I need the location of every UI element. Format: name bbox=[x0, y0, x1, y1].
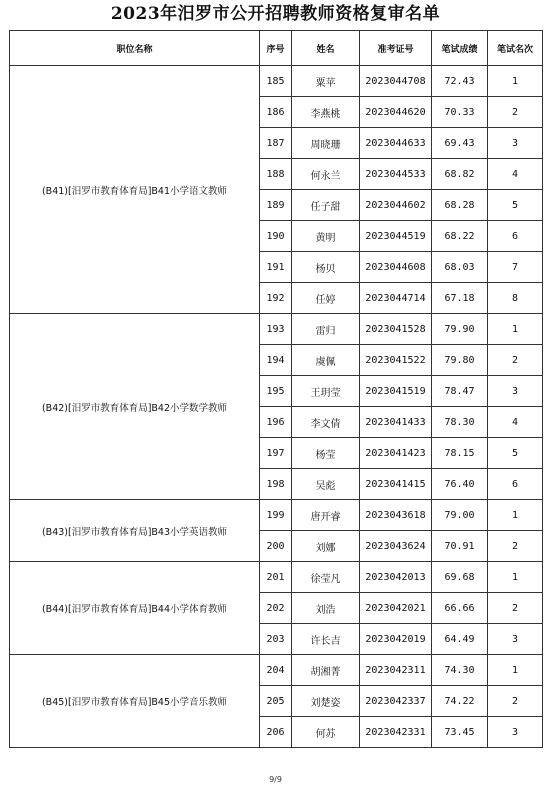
cell-rank: 3 bbox=[488, 128, 543, 159]
cell-score: 73.45 bbox=[432, 717, 488, 748]
cell-score: 64.49 bbox=[432, 624, 488, 655]
cell-name: 黄明 bbox=[292, 221, 360, 252]
header-rank: 笔试名次 bbox=[488, 31, 543, 66]
cell-exam-id: 2023042021 bbox=[360, 593, 432, 624]
cell-score: 78.30 bbox=[432, 407, 488, 438]
cell-name: 何永兰 bbox=[292, 159, 360, 190]
cell-name: 李文倩 bbox=[292, 407, 360, 438]
cell-name: 杨莹 bbox=[292, 438, 360, 469]
header-score: 笔试成绩 bbox=[432, 31, 488, 66]
cell-score: 78.15 bbox=[432, 438, 488, 469]
cell-seq: 197 bbox=[260, 438, 292, 469]
cell-exam-id: 2023041528 bbox=[360, 314, 432, 345]
cell-rank: 2 bbox=[488, 97, 543, 128]
cell-rank: 2 bbox=[488, 593, 543, 624]
cell-position: (B41)[汨罗市教育体育局]B41小学语文教师 bbox=[10, 66, 260, 314]
cell-rank: 4 bbox=[488, 159, 543, 190]
cell-seq: 186 bbox=[260, 97, 292, 128]
cell-name: 周晓珊 bbox=[292, 128, 360, 159]
cell-score: 68.22 bbox=[432, 221, 488, 252]
cell-seq: 203 bbox=[260, 624, 292, 655]
cell-rank: 6 bbox=[488, 469, 543, 500]
cell-position: (B44)[汨罗市教育体育局]B44小学体育教师 bbox=[10, 562, 260, 655]
cell-name: 胡湘菁 bbox=[292, 655, 360, 686]
cell-exam-id: 2023044533 bbox=[360, 159, 432, 190]
page-title: 2023年汨罗市公开招聘教师资格复审名单 bbox=[110, 4, 441, 24]
cell-name: 吴彪 bbox=[292, 469, 360, 500]
cell-score: 74.22 bbox=[432, 686, 488, 717]
cell-exam-id: 2023041522 bbox=[360, 345, 432, 376]
cell-exam-id: 2023044633 bbox=[360, 128, 432, 159]
cell-exam-id: 2023044620 bbox=[360, 97, 432, 128]
cell-seq: 194 bbox=[260, 345, 292, 376]
cell-score: 76.40 bbox=[432, 469, 488, 500]
table-row bbox=[10, 314, 543, 345]
cell-exam-id: 2023043624 bbox=[360, 531, 432, 562]
cell-seq: 202 bbox=[260, 593, 292, 624]
cell-rank: 3 bbox=[488, 376, 543, 407]
cell-name: 虞佩 bbox=[292, 345, 360, 376]
cell-exam-id: 2023044602 bbox=[360, 190, 432, 221]
cell-exam-id: 2023042013 bbox=[360, 562, 432, 593]
cell-exam-id: 2023041423 bbox=[360, 438, 432, 469]
cell-exam-id: 2023041519 bbox=[360, 376, 432, 407]
cell-rank: 1 bbox=[488, 66, 543, 97]
cell-seq: 191 bbox=[260, 252, 292, 283]
cell-seq: 204 bbox=[260, 655, 292, 686]
cell-rank: 5 bbox=[488, 190, 543, 221]
cell-rank: 2 bbox=[488, 686, 543, 717]
cell-name: 杨贝 bbox=[292, 252, 360, 283]
table-row bbox=[10, 562, 543, 593]
cell-rank: 1 bbox=[488, 655, 543, 686]
cell-score: 79.90 bbox=[432, 314, 488, 345]
cell-exam-id: 2023042019 bbox=[360, 624, 432, 655]
cell-name: 李燕桃 bbox=[292, 97, 360, 128]
cell-name: 刘浩 bbox=[292, 593, 360, 624]
cell-seq: 196 bbox=[260, 407, 292, 438]
cell-score: 68.03 bbox=[432, 252, 488, 283]
cell-score: 69.43 bbox=[432, 128, 488, 159]
cell-exam-id: 2023044714 bbox=[360, 283, 432, 314]
header-name: 姓名 bbox=[292, 31, 360, 66]
cell-name: 唐开睿 bbox=[292, 500, 360, 531]
table-row bbox=[10, 66, 543, 97]
cell-seq: 185 bbox=[260, 66, 292, 97]
header-exam-id: 准考证号 bbox=[360, 31, 432, 66]
header-seq: 序号 bbox=[260, 31, 292, 66]
cell-position: (B45)[汨罗市教育体育局]B45小学音乐教师 bbox=[10, 655, 260, 748]
cell-score: 70.91 bbox=[432, 531, 488, 562]
cell-exam-id: 2023041415 bbox=[360, 469, 432, 500]
table-row bbox=[10, 655, 543, 686]
cell-exam-id: 2023042311 bbox=[360, 655, 432, 686]
page-number: 9/9 bbox=[269, 775, 282, 784]
cell-exam-id: 2023044519 bbox=[360, 221, 432, 252]
cell-seq: 188 bbox=[260, 159, 292, 190]
cell-score: 79.80 bbox=[432, 345, 488, 376]
cell-exam-id: 2023042337 bbox=[360, 686, 432, 717]
cell-name: 徐莹凡 bbox=[292, 562, 360, 593]
table-body bbox=[10, 66, 543, 748]
cell-seq: 195 bbox=[260, 376, 292, 407]
cell-seq: 190 bbox=[260, 221, 292, 252]
cell-name: 任婷 bbox=[292, 283, 360, 314]
cell-name: 粟苹 bbox=[292, 66, 360, 97]
cell-score: 68.28 bbox=[432, 190, 488, 221]
cell-rank: 1 bbox=[488, 314, 543, 345]
review-list-table bbox=[9, 30, 543, 748]
cell-rank: 2 bbox=[488, 345, 543, 376]
cell-exam-id: 2023041433 bbox=[360, 407, 432, 438]
cell-score: 72.43 bbox=[432, 66, 488, 97]
cell-score: 66.66 bbox=[432, 593, 488, 624]
cell-exam-id: 2023044708 bbox=[360, 66, 432, 97]
cell-seq: 192 bbox=[260, 283, 292, 314]
table-row bbox=[10, 500, 543, 531]
cell-score: 70.33 bbox=[432, 97, 488, 128]
cell-seq: 199 bbox=[260, 500, 292, 531]
cell-seq: 193 bbox=[260, 314, 292, 345]
cell-name: 任子甜 bbox=[292, 190, 360, 221]
cell-rank: 2 bbox=[488, 531, 543, 562]
cell-seq: 187 bbox=[260, 128, 292, 159]
cell-rank: 7 bbox=[488, 252, 543, 283]
cell-position: (B43)[汨罗市教育体育局]B43小学英语教师 bbox=[10, 500, 260, 562]
cell-rank: 8 bbox=[488, 283, 543, 314]
cell-exam-id: 2023043618 bbox=[360, 500, 432, 531]
cell-score: 69.68 bbox=[432, 562, 488, 593]
cell-rank: 1 bbox=[488, 500, 543, 531]
cell-name: 许长吉 bbox=[292, 624, 360, 655]
cell-exam-id: 2023042331 bbox=[360, 717, 432, 748]
cell-position: (B42)[汨罗市教育体育局]B42小学数学教师 bbox=[10, 314, 260, 500]
cell-score: 68.82 bbox=[432, 159, 488, 190]
cell-seq: 201 bbox=[260, 562, 292, 593]
cell-seq: 198 bbox=[260, 469, 292, 500]
cell-name: 刘娜 bbox=[292, 531, 360, 562]
cell-rank: 1 bbox=[488, 562, 543, 593]
cell-exam-id: 2023044608 bbox=[360, 252, 432, 283]
cell-score: 78.47 bbox=[432, 376, 488, 407]
cell-name: 雷归 bbox=[292, 314, 360, 345]
cell-rank: 3 bbox=[488, 624, 543, 655]
cell-seq: 200 bbox=[260, 531, 292, 562]
cell-score: 79.00 bbox=[432, 500, 488, 531]
cell-score: 67.18 bbox=[432, 283, 488, 314]
cell-name: 王玥莹 bbox=[292, 376, 360, 407]
cell-seq: 206 bbox=[260, 717, 292, 748]
cell-seq: 205 bbox=[260, 686, 292, 717]
cell-rank: 5 bbox=[488, 438, 543, 469]
cell-score: 74.30 bbox=[432, 655, 488, 686]
cell-rank: 6 bbox=[488, 221, 543, 252]
table-header-row bbox=[10, 31, 543, 66]
cell-rank: 4 bbox=[488, 407, 543, 438]
cell-name: 何苏 bbox=[292, 717, 360, 748]
cell-seq: 189 bbox=[260, 190, 292, 221]
cell-name: 刘楚姿 bbox=[292, 686, 360, 717]
cell-rank: 3 bbox=[488, 717, 543, 748]
header-position: 职位名称 bbox=[10, 31, 260, 66]
